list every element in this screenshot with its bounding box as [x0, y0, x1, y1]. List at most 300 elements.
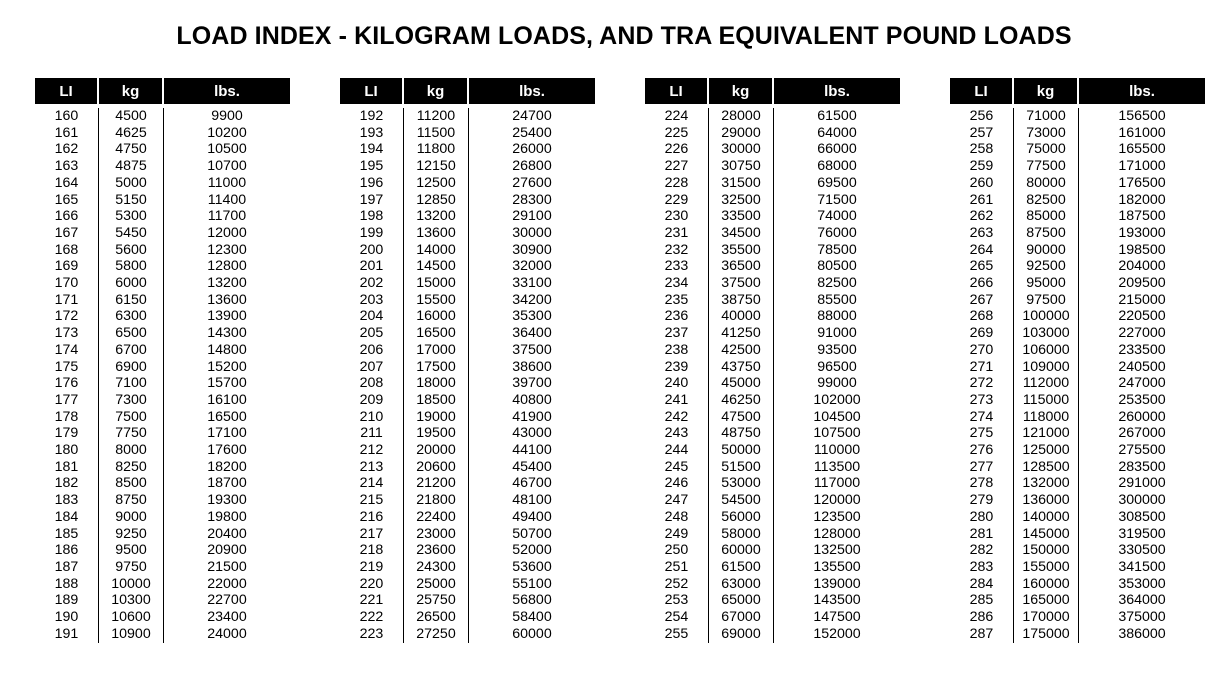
table-cell: 48100 — [512, 492, 552, 509]
table-cell: 58400 — [512, 609, 552, 626]
table-cell: 32500 — [721, 191, 761, 208]
table-cell: 77500 — [1026, 158, 1066, 175]
table-cell: 14300 — [207, 325, 247, 342]
table-cell: 53000 — [721, 475, 761, 492]
table-cell: 276 — [969, 442, 994, 459]
table-cell: 21200 — [416, 475, 456, 492]
table-cell: 35500 — [721, 241, 761, 258]
table-cell: 52000 — [512, 542, 552, 559]
table-cell: 16000 — [416, 308, 456, 325]
table-cell: 26800 — [512, 158, 552, 175]
table-cell: 220 — [359, 575, 384, 592]
li-column — [645, 108, 709, 643]
table-cell: 69500 — [817, 174, 857, 191]
table-cell: 107500 — [813, 425, 861, 442]
table-cell: 353000 — [1118, 575, 1166, 592]
table-cell: 271 — [969, 358, 994, 375]
table-cell: 244 — [664, 442, 689, 459]
table-cell: 20400 — [207, 525, 247, 542]
table-cell: 118000 — [1022, 408, 1070, 425]
table-cell: 330500 — [1118, 542, 1166, 559]
table-cell: 277 — [969, 458, 994, 475]
table-cell: 33500 — [721, 208, 761, 225]
table-cell: 88000 — [817, 308, 857, 325]
table-cell: 163 — [54, 158, 79, 175]
table-cell: 278 — [969, 475, 994, 492]
table-cell: 283 — [969, 558, 994, 575]
table-cell: 73000 — [1026, 124, 1066, 141]
table-cell: 128500 — [1022, 458, 1070, 475]
table-cell: 287 — [969, 625, 994, 642]
table-cell: 82500 — [817, 275, 857, 292]
table-cell: 200 — [359, 241, 384, 258]
table-cell: 219 — [359, 558, 384, 575]
table-cell: 253500 — [1118, 391, 1166, 408]
kg-column — [99, 108, 164, 643]
table-cell: 25400 — [512, 124, 552, 141]
header-kg: kg — [404, 78, 469, 104]
table-body — [950, 108, 1205, 643]
table-cell: 36500 — [721, 258, 761, 275]
table-cell: 21500 — [207, 558, 247, 575]
table-cell: 171 — [54, 291, 79, 308]
table-cell: 38600 — [512, 358, 552, 375]
table-cell: 14500 — [416, 258, 456, 275]
table-cell: 203 — [359, 291, 384, 308]
table-cell: 220500 — [1118, 308, 1166, 325]
table-cell: 364000 — [1118, 592, 1166, 609]
table-body — [340, 108, 595, 643]
table-cell: 75000 — [1026, 141, 1066, 158]
table-cell: 21800 — [416, 492, 456, 509]
table-cell: 4625 — [115, 124, 147, 141]
table-cell: 50000 — [721, 442, 761, 459]
table-cell: 22000 — [207, 575, 247, 592]
table-cell: 23000 — [416, 525, 456, 542]
table-cell: 4750 — [115, 141, 147, 158]
table-cell: 41900 — [512, 408, 552, 425]
table-cell: 6150 — [115, 291, 147, 308]
table-cell: 256 — [969, 108, 994, 124]
table-cell: 155000 — [1022, 558, 1070, 575]
table-cell: 19000 — [416, 408, 456, 425]
table-header — [645, 78, 900, 104]
page-title: LOAD INDEX - KILOGRAM LOADS, AND TRA EQUIVALENT POUND LOADS — [176, 22, 1072, 50]
table-cell: 38750 — [721, 291, 761, 308]
table-cell: 234 — [664, 275, 689, 292]
load-index-table-4 — [950, 78, 1205, 643]
table-cell: 36400 — [512, 325, 552, 342]
table-cell: 18700 — [207, 475, 247, 492]
table-cell: 16100 — [207, 391, 247, 408]
table-cell: 76000 — [817, 224, 857, 241]
table-cell: 64000 — [817, 124, 857, 141]
table-cell: 162 — [54, 141, 79, 158]
table-cell: 13200 — [416, 208, 456, 225]
lbs-column — [469, 108, 595, 643]
table-cell: 45400 — [512, 458, 552, 475]
header-kg: kg — [709, 78, 774, 104]
table-cell: 249 — [664, 525, 689, 542]
table-cell: 229 — [664, 191, 689, 208]
table-cell: 25000 — [416, 575, 456, 592]
table-cell: 6900 — [115, 358, 147, 375]
table-cell: 280 — [969, 508, 994, 525]
table-cell: 56800 — [512, 592, 552, 609]
table-cell: 175 — [54, 358, 79, 375]
table-cell: 47500 — [721, 408, 761, 425]
table-cell: 6300 — [115, 308, 147, 325]
table-cell: 173 — [54, 325, 79, 342]
table-cell: 5150 — [115, 191, 147, 208]
table-cell: 283500 — [1118, 458, 1166, 475]
table-cell: 85500 — [817, 291, 857, 308]
table-cell: 37500 — [721, 275, 761, 292]
table-cell: 286 — [969, 609, 994, 626]
table-cell: 56000 — [721, 508, 761, 525]
table-cell: 145000 — [1022, 525, 1070, 542]
table-cell: 28000 — [721, 108, 761, 124]
table-cell: 30900 — [512, 241, 552, 258]
table-cell: 9000 — [115, 508, 147, 525]
table-cell: 9900 — [211, 108, 243, 124]
table-cell: 160 — [54, 108, 79, 124]
table-cell: 60000 — [512, 625, 552, 642]
table-cell: 135500 — [813, 558, 861, 575]
table-cell: 7750 — [115, 425, 147, 442]
table-cell: 279 — [969, 492, 994, 509]
table-cell: 16500 — [416, 325, 456, 342]
table-cell: 252 — [664, 575, 689, 592]
header-lbs: lbs. — [824, 82, 850, 100]
kg-column — [709, 108, 774, 643]
table-cell: 24300 — [416, 558, 456, 575]
table-cell: 9250 — [115, 525, 147, 542]
table-body — [35, 108, 290, 643]
table-cell: 238 — [664, 341, 689, 358]
table-cell: 183 — [54, 492, 79, 509]
li-column — [950, 108, 1014, 643]
table-cell: 198 — [359, 208, 384, 225]
table-cell: 251 — [664, 558, 689, 575]
table-cell: 184 — [54, 508, 79, 525]
table-cell: 237 — [664, 325, 689, 342]
table-cell: 132500 — [813, 542, 861, 559]
table-cell: 223 — [359, 625, 384, 642]
table-cell: 9500 — [115, 542, 147, 559]
table-cell: 24700 — [512, 108, 552, 124]
table-cell: 11500 — [416, 124, 456, 141]
table-cell: 113500 — [813, 458, 861, 475]
header-li: LI — [645, 78, 709, 104]
table-cell: 161000 — [1118, 124, 1166, 141]
table-cell: 262 — [969, 208, 994, 225]
table-cell: 275500 — [1118, 442, 1166, 459]
lbs-column — [774, 108, 900, 643]
table-cell: 106000 — [1022, 341, 1070, 358]
table-cell: 132000 — [1022, 475, 1070, 492]
table-cell: 13200 — [207, 275, 247, 292]
table-cell: 228 — [664, 174, 689, 191]
table-cell: 33100 — [512, 275, 552, 292]
table-cell: 97500 — [1026, 291, 1066, 308]
table-cell: 160000 — [1022, 575, 1070, 592]
table-cell: 209 — [359, 391, 384, 408]
table-cell: 34500 — [721, 224, 761, 241]
table-cell: 13600 — [207, 291, 247, 308]
table-cell: 187500 — [1118, 208, 1166, 225]
table-cell: 198500 — [1118, 241, 1166, 258]
table-cell: 15500 — [416, 291, 456, 308]
table-cell: 10700 — [207, 158, 247, 175]
table-cell: 253 — [664, 592, 689, 609]
table-cell: 29100 — [512, 208, 552, 225]
table-cell: 15700 — [207, 375, 247, 392]
table-cell: 213 — [359, 458, 384, 475]
table-cell: 23400 — [207, 609, 247, 626]
table-cell: 319500 — [1118, 525, 1166, 542]
table-cell: 28300 — [512, 191, 552, 208]
table-cell: 269 — [969, 325, 994, 342]
table-cell: 20600 — [416, 458, 456, 475]
table-cell: 257 — [969, 124, 994, 141]
table-cell: 282 — [969, 542, 994, 559]
table-cell: 212 — [359, 442, 384, 459]
table-cell: 49400 — [512, 508, 552, 525]
table-cell: 240 — [664, 375, 689, 392]
table-cell: 193000 — [1118, 224, 1166, 241]
table-cell: 8250 — [115, 458, 147, 475]
table-cell: 273 — [969, 391, 994, 408]
table-cell: 177 — [54, 391, 79, 408]
table-cell: 202 — [359, 275, 384, 292]
header-lbs: lbs. — [1129, 82, 1155, 100]
table-cell: 78500 — [817, 241, 857, 258]
table-cell: 221 — [359, 592, 384, 609]
header-lbs: lbs. — [519, 82, 545, 100]
table-cell: 217 — [359, 525, 384, 542]
table-cell: 14000 — [416, 241, 456, 258]
table-cell: 5600 — [115, 241, 147, 258]
table-cell: 176500 — [1118, 174, 1166, 191]
table-cell: 20000 — [416, 442, 456, 459]
header-kg: kg — [99, 78, 164, 104]
table-cell: 247000 — [1118, 375, 1166, 392]
table-cell: 246 — [664, 475, 689, 492]
table-cell: 227000 — [1118, 325, 1166, 342]
table-cell: 254 — [664, 609, 689, 626]
table-cell: 211 — [360, 425, 383, 442]
table-cell: 102000 — [813, 391, 861, 408]
table-cell: 168 — [54, 241, 79, 258]
table-cell: 4875 — [115, 158, 147, 175]
table-cell: 233 — [664, 258, 689, 275]
table-cell: 23600 — [416, 542, 456, 559]
table-cell: 7100 — [115, 375, 147, 392]
table-cell: 10600 — [111, 609, 151, 626]
table-cell: 179 — [54, 425, 79, 442]
table-cell: 201 — [359, 258, 384, 275]
table-cell: 231 — [664, 224, 689, 241]
table-cell: 12500 — [416, 174, 456, 191]
table-cell: 242 — [664, 408, 689, 425]
kg-column — [1014, 108, 1079, 643]
table-cell: 191 — [54, 625, 79, 642]
table-cell: 44100 — [512, 442, 552, 459]
table-cell: 147500 — [813, 609, 861, 626]
table-cell: 267000 — [1118, 425, 1166, 442]
table-cell: 5300 — [115, 208, 147, 225]
table-cell: 12000 — [207, 224, 247, 241]
table-cell: 43750 — [721, 358, 761, 375]
table-header — [340, 78, 595, 104]
table-header — [35, 78, 290, 104]
table-cell: 140000 — [1022, 508, 1070, 525]
table-cell: 43000 — [512, 425, 552, 442]
table-cell: 204 — [359, 308, 384, 325]
table-cell: 68000 — [817, 158, 857, 175]
table-cell: 152000 — [813, 625, 861, 642]
table-cell: 103000 — [1022, 325, 1070, 342]
table-header — [950, 78, 1205, 104]
table-cell: 233500 — [1118, 341, 1166, 358]
table-cell: 60000 — [721, 542, 761, 559]
table-cell: 248 — [664, 508, 689, 525]
table-cell: 10200 — [207, 124, 247, 141]
table-cell: 65000 — [721, 592, 761, 609]
table-cell: 25750 — [416, 592, 456, 609]
table-cell: 51500 — [721, 458, 761, 475]
table-cell: 19300 — [207, 492, 247, 509]
table-cell: 30000 — [721, 141, 761, 158]
table-cell: 255 — [664, 625, 689, 642]
table-cell: 95000 — [1026, 275, 1066, 292]
table-cell: 196 — [359, 174, 384, 191]
table-cell: 27250 — [416, 625, 456, 642]
table-cell: 7500 — [115, 408, 147, 425]
table-cell: 224 — [664, 108, 689, 124]
table-cell: 11700 — [207, 208, 247, 225]
table-cell: 170 — [54, 275, 79, 292]
table-cell: 176 — [54, 375, 79, 392]
table-cell: 5450 — [115, 224, 147, 241]
table-cell: 204000 — [1118, 258, 1166, 275]
table-cell: 209500 — [1118, 275, 1166, 292]
table-cell: 139000 — [813, 575, 861, 592]
table-cell: 300000 — [1118, 492, 1166, 509]
table-cell: 230 — [664, 208, 689, 225]
table-cell: 82500 — [1026, 191, 1066, 208]
table-cell: 22400 — [416, 508, 456, 525]
header-li: LI — [950, 78, 1014, 104]
table-cell: 99000 — [817, 375, 857, 392]
table-cell: 125000 — [1022, 442, 1070, 459]
load-index-table-3 — [645, 78, 900, 643]
table-cell: 260000 — [1118, 408, 1166, 425]
table-cell: 13600 — [416, 224, 456, 241]
table-cell: 17100 — [207, 425, 247, 442]
table-cell: 80500 — [817, 258, 857, 275]
table-cell: 87500 — [1026, 224, 1066, 241]
table-cell: 7300 — [115, 391, 147, 408]
lbs-column — [164, 108, 290, 643]
table-cell: 250 — [664, 542, 689, 559]
table-cell: 265 — [969, 258, 994, 275]
table-cell: 128000 — [813, 525, 861, 542]
table-cell: 12850 — [416, 191, 456, 208]
table-cell: 112000 — [1022, 375, 1070, 392]
table-cell: 18200 — [207, 458, 247, 475]
table-cell: 18000 — [416, 375, 456, 392]
table-cell: 189 — [54, 592, 79, 609]
table-cell: 190 — [54, 609, 79, 626]
table-cell: 195 — [359, 158, 384, 175]
table-cell: 61500 — [721, 558, 761, 575]
table-cell: 291000 — [1118, 475, 1166, 492]
header-li: LI — [35, 78, 99, 104]
table-cell: 39700 — [512, 375, 552, 392]
table-cell: 63000 — [721, 575, 761, 592]
table-cell: 270 — [969, 341, 994, 358]
table-cell: 226 — [664, 141, 689, 158]
table-cell: 171000 — [1118, 158, 1166, 175]
table-cell: 61500 — [817, 108, 857, 124]
table-cell: 11400 — [207, 191, 247, 208]
table-cell: 35300 — [512, 308, 552, 325]
table-cell: 15200 — [207, 358, 247, 375]
table-cell: 12150 — [416, 158, 456, 175]
li-column — [35, 108, 99, 643]
table-cell: 186 — [54, 542, 79, 559]
table-cell: 165500 — [1118, 141, 1166, 158]
table-cell: 218 — [359, 542, 384, 559]
table-cell: 143500 — [813, 592, 861, 609]
table-cell: 167 — [54, 224, 79, 241]
table-cell: 117000 — [813, 475, 861, 492]
table-cell: 232 — [664, 241, 689, 258]
table-cell: 24000 — [207, 625, 247, 642]
table-cell: 31500 — [721, 174, 761, 191]
table-cell: 240500 — [1118, 358, 1166, 375]
table-cell: 192 — [359, 108, 384, 124]
table-cell: 386000 — [1118, 625, 1166, 642]
table-cell: 22700 — [207, 592, 247, 609]
table-cell: 181 — [54, 458, 79, 475]
table-cell: 71000 — [1026, 108, 1066, 124]
table-cell: 180 — [54, 442, 79, 459]
table-cell: 187 — [54, 558, 79, 575]
table-cell: 166 — [54, 208, 79, 225]
table-cell: 205 — [359, 325, 384, 342]
table-cell: 247 — [664, 492, 689, 509]
table-cell: 206 — [359, 341, 384, 358]
kg-column — [404, 108, 469, 643]
table-cell: 26500 — [416, 609, 456, 626]
table-cell: 104500 — [813, 408, 861, 425]
table-cell: 11200 — [416, 108, 456, 124]
table-cell: 10500 — [207, 141, 247, 158]
lbs-column — [1079, 108, 1205, 643]
table-cell: 236 — [664, 308, 689, 325]
load-index-table-2 — [340, 78, 595, 643]
table-cell: 150000 — [1022, 542, 1070, 559]
table-cell: 258 — [969, 141, 994, 158]
table-cell: 10000 — [111, 575, 151, 592]
table-cell: 308500 — [1118, 508, 1166, 525]
table-cell: 375000 — [1118, 609, 1166, 626]
table-cell: 136000 — [1022, 492, 1070, 509]
table-cell: 285 — [969, 592, 994, 609]
